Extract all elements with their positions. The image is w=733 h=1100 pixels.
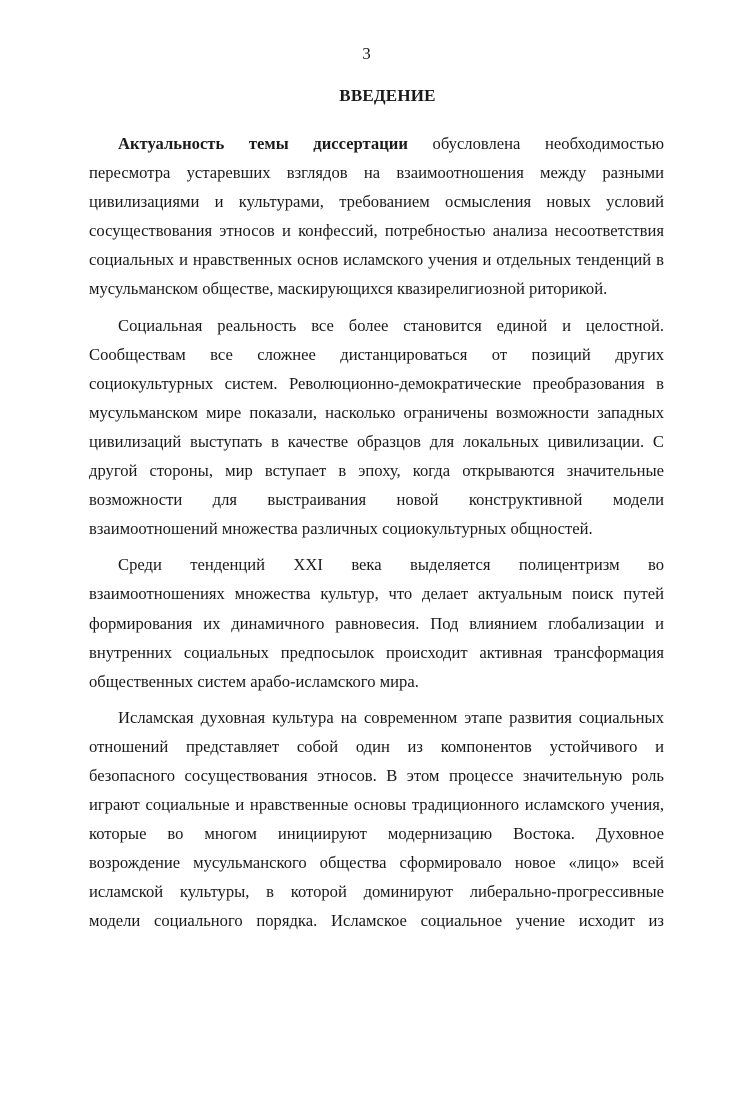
line-text: формирования их динамичного равновесия. Под влиянием глобализации и — [89, 613, 664, 633]
bold-term: Актуальность темы диссертации — [118, 134, 408, 153]
line-text: возможности для выстраивания новой конструктивной модели — [89, 490, 664, 510]
text-line — [89, 906, 664, 935]
line-text: возрождение мусульманского общества сформировало новое «лицо» всей — [89, 853, 664, 873]
paragraph — [89, 129, 664, 304]
text-line — [89, 274, 664, 303]
line-text: мусульманском мире показали, насколько ограничены возможности западных — [89, 402, 664, 422]
paragraph — [89, 311, 664, 544]
line-text: сосуществования этносов и конфессий, потребностью анализа несоответствия — [89, 221, 664, 241]
text-line — [89, 579, 664, 608]
paragraph — [89, 703, 664, 936]
line-text: пересмотра устаревших взглядов на взаимоотношения между разными — [89, 163, 664, 183]
text-line — [89, 158, 664, 187]
text-line — [89, 485, 664, 514]
text-line — [89, 638, 664, 667]
line-text: внутренних социальных предпосылок происходит активная трансформация — [89, 642, 664, 662]
text-line — [89, 369, 664, 398]
text-line — [89, 456, 664, 485]
text-line — [89, 732, 664, 761]
text-line — [89, 667, 664, 696]
line-text: взаимоотношениях множества культур, что делает актуальным поиск путей — [89, 584, 664, 604]
line-text: цивилизаций выступать в качестве образцов для локальных цивилизации. С — [89, 431, 664, 451]
text-line — [89, 790, 664, 819]
text-line — [89, 848, 664, 877]
text-line — [89, 819, 664, 848]
body-text — [89, 129, 664, 936]
line-text: Сообществам все сложнее дистанцироваться от позиций других — [89, 344, 664, 364]
text-line — [89, 427, 664, 456]
text-line — [89, 703, 664, 732]
page-number: 3 — [362, 44, 371, 63]
section-heading: ВВЕДЕНИЕ — [339, 86, 436, 105]
text-line — [89, 129, 664, 158]
line-text: взаимоотношений множества различных социокультурных общностей. — [89, 519, 593, 539]
line-text: другой стороны, мир вступает в эпоху, когда открываются значительные — [89, 461, 664, 481]
text-line — [89, 877, 664, 906]
text-line — [89, 187, 664, 216]
line-text: мусульманском обществе, маскирующихся квазирелигиозной риторикой. — [89, 279, 608, 299]
text-line — [89, 609, 664, 638]
text-line — [89, 340, 664, 369]
line-text: Исламская духовная культура на современном этапе развития социальных — [118, 707, 664, 727]
text-line — [89, 245, 664, 274]
line-text: общественных систем арабо-исламского мира. — [89, 671, 419, 691]
line-text: модели социального порядка. Исламское социальное учение исходит из — [89, 911, 664, 931]
line-text: Среди тенденций XXI века выделяется полицентризм во — [118, 555, 664, 575]
line-text: Социальная реальность все более становится единой и целостной. — [118, 315, 664, 335]
line-text: социальных и нравственных основ исламского учения и отдельных тенденций в — [89, 250, 664, 270]
line-text: которые во многом инициируют модернизацию Востока. Духовное — [89, 824, 664, 844]
text-line — [89, 311, 664, 340]
line-text: играют социальные и нравственные основы традиционного исламского учения, — [89, 795, 664, 815]
line-text: отношений представляет собой один из компонентов устойчивого и — [89, 736, 664, 756]
line-text: исламской культуры, в которой доминируют либерально-прогрессивные — [89, 882, 664, 902]
text-line — [89, 514, 664, 543]
line-text: цивилизациями и культурами, требованием осмысления новых условий — [89, 192, 664, 212]
text-line — [89, 398, 664, 427]
line-text: обусловлена необходимостью — [407, 134, 664, 153]
line-text: безопасного сосуществования этносов. В этом процессе значительную роль — [89, 765, 664, 785]
line-text: социокультурных систем. Революционно-демократические преобразования в — [89, 373, 664, 393]
text-line — [89, 216, 664, 245]
text-line — [89, 761, 664, 790]
text-line — [89, 550, 664, 579]
paragraph — [89, 550, 664, 695]
